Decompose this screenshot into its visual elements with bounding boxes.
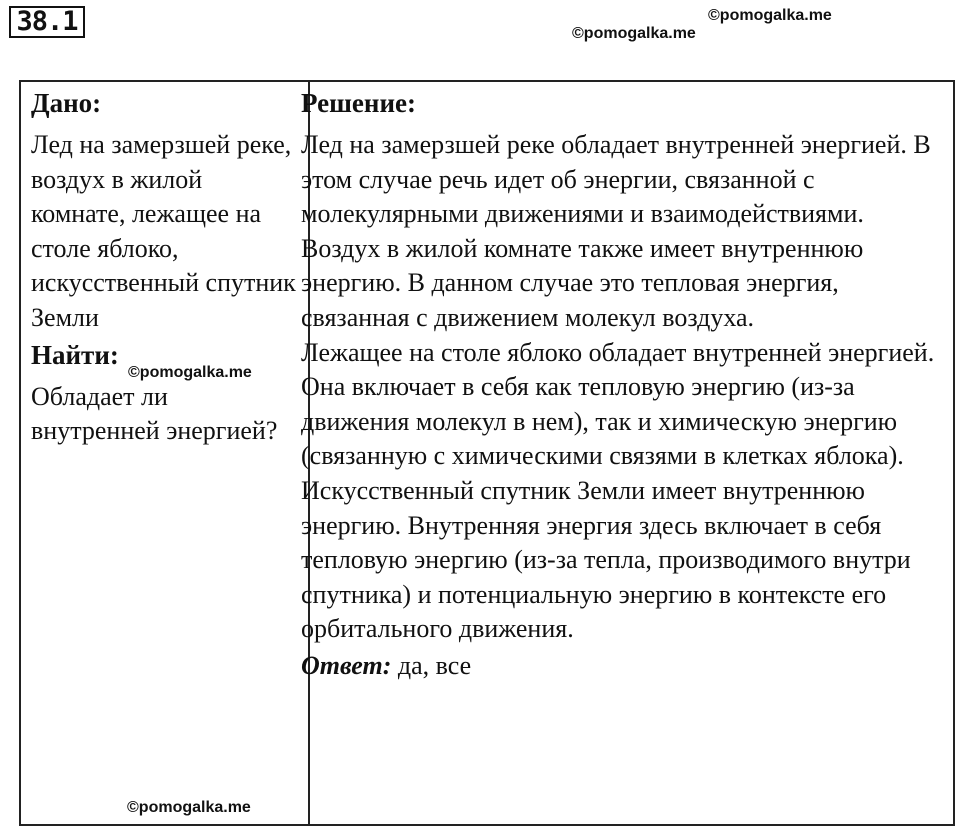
solution-table: [19, 80, 955, 826]
answer-label: Ответ:: [301, 650, 392, 680]
given-heading: Дано:: [31, 88, 102, 118]
watermark-bottom: ©pomogalka.me: [127, 799, 251, 816]
solution-paragraph-2: Воздух в жилой комнате также имеет внутреннюю энергию. В данном случае это тепловая энергия, связанная с движением молекул воздуха.: [301, 233, 864, 332]
find-heading: Найти:: [31, 339, 119, 370]
given-column: [31, 82, 301, 449]
solution-paragraph-3: Лежащее на столе яблоко обладает внутренней энергией. Она включает в себя как тепловую энергию (из-за движения молекул в нем), так и химическую энергию (связанную с химическими связями в клетках яблока).: [301, 337, 935, 471]
watermark-top: ©pomogalka.me: [572, 25, 696, 42]
watermark-middle: ©pomogalka.me: [128, 364, 252, 381]
given-text: Лед на замерзшей реке, воздух в жилой комнате, лежащее на столе яблоко, искусственный спутник Земли: [31, 130, 296, 332]
answer: [301, 649, 946, 683]
solution-paragraph-1: Лед на замерзшей реке обладает внутренней энергией. В этом случае речь идет об энергии, связанной с молекулярными движениями и взаимодействиями.: [301, 130, 931, 229]
watermark-top-right: ©pomogalka.me: [708, 7, 832, 24]
find-text: Обладает ли внутренней энергией?: [31, 381, 278, 446]
solution-column: [301, 82, 946, 683]
solution-heading: Решение:: [301, 88, 416, 118]
answer-text: да, все: [391, 650, 472, 680]
solution-paragraph-4: Искусственный спутник Земли имеет внутреннюю энергию. Внутренняя энергия здесь включает в себя тепловую энергию (из-за тепла, производимого внутри спутника) и потенциальную энергию в контексте его орбитального движения.: [301, 475, 911, 644]
solution-text: [301, 128, 946, 647]
problem-number: 38.1: [9, 6, 85, 38]
